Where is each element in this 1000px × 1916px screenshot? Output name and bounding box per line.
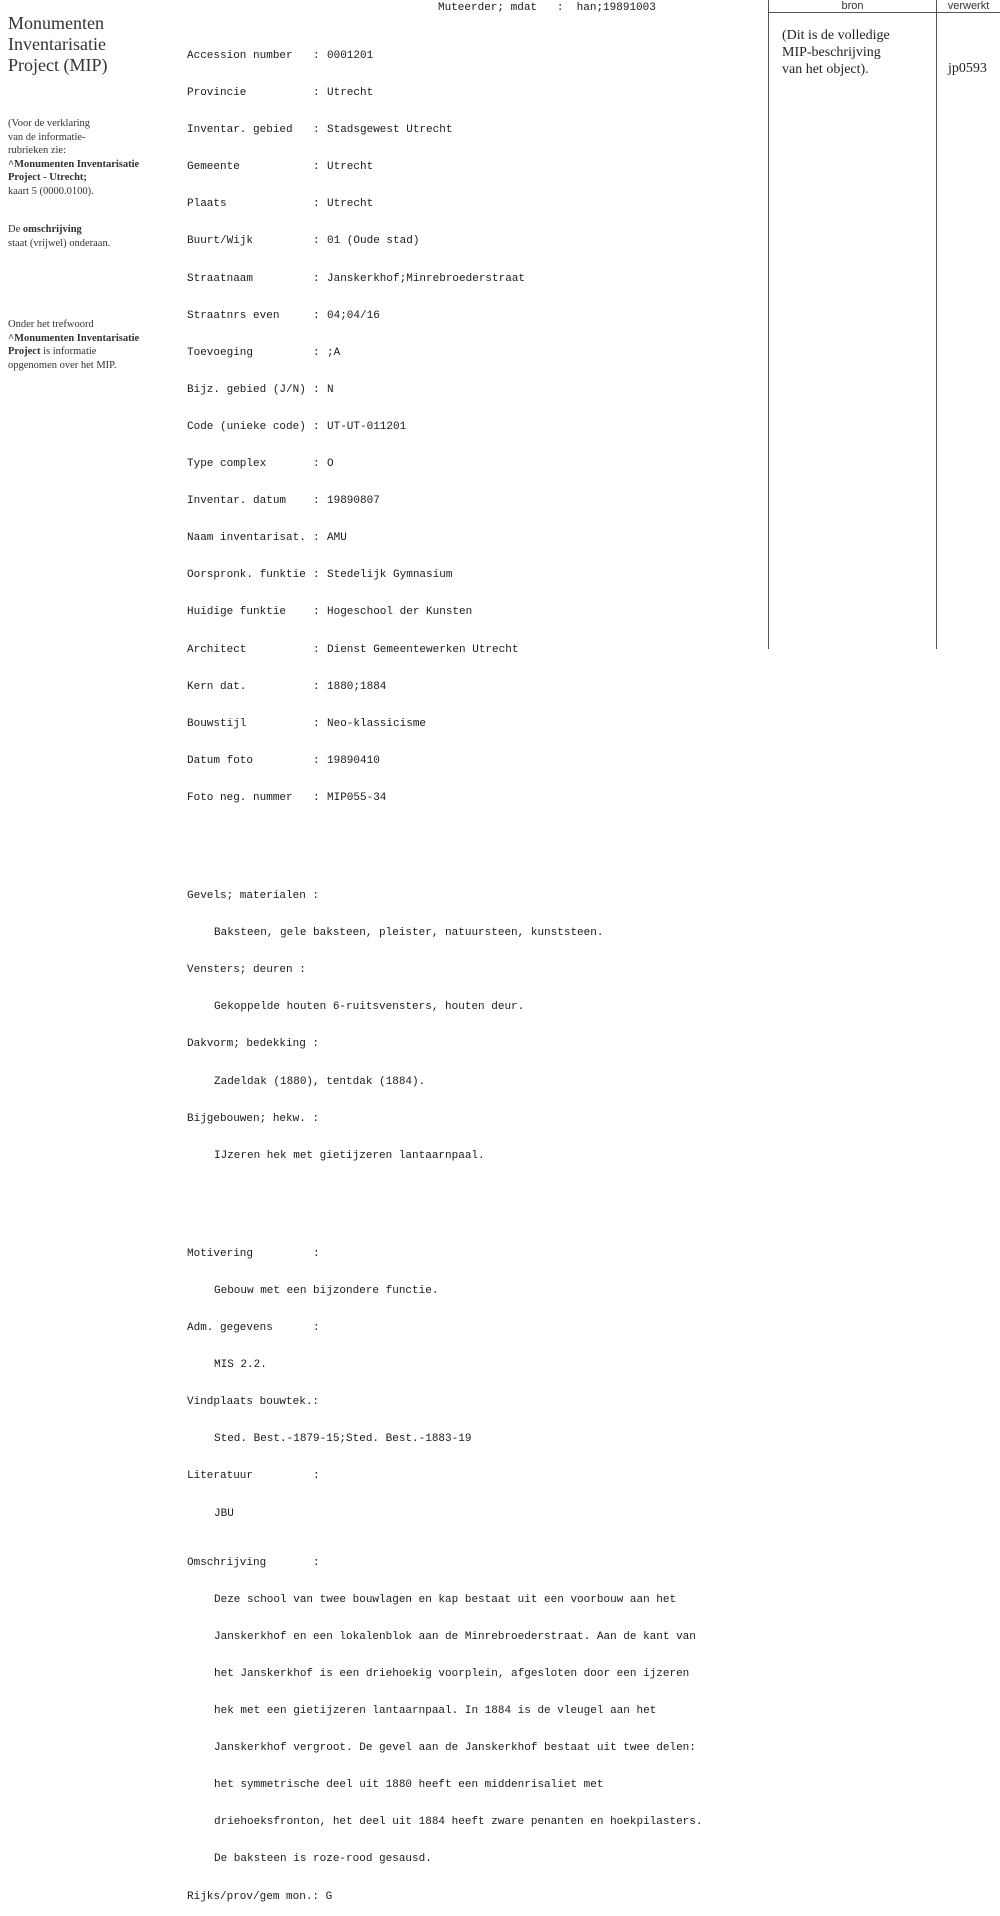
bron-line: MIP-beschrijving: [782, 45, 881, 60]
field-label: Code (unieke code): [187, 420, 306, 433]
section-label: Vensters; deuren :: [187, 964, 306, 977]
field-label: Straatnrs even: [187, 309, 280, 322]
record-field: Inventar. gebied : Stadsgewest Utrecht: [187, 124, 453, 137]
record-field: Naam inventarisat. : AMU: [187, 532, 347, 545]
omschrijving-line: Janskerkhof en een lokalenblok aan de Minrebroederstraat. Aan de kant van: [214, 1630, 696, 1643]
header-rule: [768, 12, 1000, 13]
note-line: rubrieken zie:: [8, 145, 67, 156]
section-label: Gevels; materialen :: [187, 890, 320, 903]
field-label: Inventar. gebied: [187, 124, 293, 137]
field-value: MIP055-34: [327, 791, 387, 804]
note-line: staat (vrijwel) onderaan.: [8, 237, 111, 249]
section-label: Literatuur: [187, 1470, 254, 1483]
sidebar-title-line: Project (MIP): [8, 55, 108, 75]
field-label: Oorspronk. funktie: [187, 569, 306, 582]
section-label-row: Omschrijving :: [187, 1556, 320, 1569]
section-label-row: Adm. gegevens :: [187, 1322, 320, 1335]
section-value: Gekoppelde houten 6-ruitsvensters, houten deur.: [214, 1001, 525, 1014]
omschrijving-line: het symmetrische deel uit 1880 heeft een middenrisaliet met: [214, 1779, 604, 1792]
mip-record: [187, 2, 747, 1916]
field-label: Provincie: [187, 87, 247, 100]
rijks-mon-line: Rijks/prov/gem mon.: G: [187, 1890, 333, 1903]
field-value: 0001201: [327, 50, 374, 62]
field-label: Bouwstijl: [187, 717, 247, 730]
field-value: Utrecht: [327, 161, 374, 174]
note-line: (Voor de verklaring: [8, 118, 91, 129]
field-value: 19890807: [327, 495, 380, 508]
column-divider-left: [768, 0, 769, 649]
record-field: Bouwstijl : Neo-klassicisme: [187, 717, 427, 730]
field-label: Huidige funktie: [187, 606, 287, 619]
record-field: Straatnrs even : 04;04/16: [187, 309, 380, 322]
section-value: MIS 2.2.: [214, 1359, 267, 1372]
section-value: Gebouw met een bijzondere functie.: [214, 1285, 439, 1297]
section-label: Vindplaats bouwtek.:: [187, 1396, 320, 1409]
column-divider-middle: [936, 0, 937, 649]
omschrijving-line: het Janskerkhof is een driehoekig voorplein, afgesloten door een ijzeren: [214, 1667, 690, 1680]
sidebar-title-line: Monumenten: [8, 13, 104, 33]
note-bold-line: Project - Utrecht;: [8, 172, 87, 183]
field-value: Dienst Gemeentewerken Utrecht: [327, 643, 519, 656]
omschrijving-line: De baksteen is roze-rood gesausd.: [214, 1853, 432, 1866]
record-field: Buurt/Wijk : 01 (Oude stad): [187, 235, 420, 248]
field-label: Kern dat.: [187, 680, 247, 693]
field-value: UT-UT-011201: [327, 420, 407, 433]
record-field: Datum foto : 19890410: [187, 754, 380, 767]
record-field: Inventar. datum : 19890807: [187, 495, 380, 508]
section-value: IJzeren hek met gietijzeren lantaarnpaal.: [214, 1149, 485, 1162]
section-label-row: Literatuur :: [187, 1470, 320, 1483]
field-label: Plaats: [187, 198, 227, 211]
note-text: De: [8, 224, 23, 235]
note-bold: omschrijving: [22, 224, 82, 235]
bron-line: (Dit is de volledige: [782, 28, 890, 43]
note-bold: Project: [8, 346, 41, 357]
field-label: Foto neg. nummer: [187, 791, 293, 804]
verwerkt-code: jp0593: [948, 61, 987, 76]
record-field: Huidige funktie : Hogeschool der Kunsten: [187, 606, 473, 619]
field-value: 19890410: [327, 754, 380, 767]
note-bold-line: ^Monumenten Inventarisatie: [8, 158, 140, 170]
field-value: 01 (Oude stad): [327, 235, 420, 248]
record-field: Gemeente : Utrecht: [187, 161, 374, 174]
sidebar-note-omschrijving: [8, 223, 168, 250]
section-label: Dakvorm; bedekking :: [187, 1038, 320, 1051]
field-label: Type complex: [187, 458, 267, 471]
field-value: 04;04/16: [327, 309, 380, 322]
field-value: Janskerkhof;Minrebroederstraat: [327, 272, 526, 285]
record-field: Accession number : 0001201: [187, 50, 374, 62]
field-label: Datum foto: [187, 754, 254, 767]
bron-note: [782, 27, 932, 78]
record-field: Architect : Dienst Gemeentewerken Utrecht: [187, 643, 519, 656]
field-label: Accession number: [187, 50, 293, 62]
section-value: Sted. Best.-1879-15;Sted. Best.-1883-19: [214, 1433, 472, 1446]
note-line: kaart 5 (0000.0100).: [8, 185, 94, 197]
mutation-value: han;19891003: [576, 2, 656, 14]
record-field: Foto neg. nummer : MIP055-34: [187, 791, 387, 804]
section-label: Bijgebouwen; hekw. :: [187, 1112, 320, 1125]
section-value: JBU: [214, 1507, 234, 1520]
bron-line: van het object).: [782, 62, 869, 77]
field-value: N: [327, 383, 334, 396]
sidebar-note-explanation: [8, 117, 168, 198]
omschrijving-label: Omschrijving: [187, 1556, 267, 1569]
sidebar-title-line: Inventarisatie: [8, 34, 106, 54]
field-value: Hogeschool der Kunsten: [327, 606, 473, 619]
record-field: Straatnaam : Janskerkhof;Minrebroederstraat: [187, 272, 526, 285]
note-line: opgenomen over het MIP.: [8, 359, 117, 371]
field-label: Bijz. gebied (J/N): [187, 383, 306, 396]
section-value: Baksteen, gele baksteen, pleister, natuursteen, kunststeen.: [214, 927, 604, 940]
omschrijving-line: driehoeksfronton, het deel uit 1884 heeft zware penanten en hoekpilasters.: [214, 1816, 703, 1829]
verwerkt-header: verwerkt: [947, 0, 990, 12]
note-bold-line: ^Monumenten Inventarisatie: [8, 332, 140, 344]
sidebar-title: [8, 13, 107, 76]
omschrijving-line: hek met een gietijzeren lantaarnpaal. In 1884 is de vleugel aan het: [214, 1705, 657, 1718]
note-text: is informatie: [40, 346, 97, 357]
section-label-row: Motivering :: [187, 1247, 320, 1260]
section-label: Adm. gegevens: [187, 1322, 273, 1335]
record-field: Toevoeging : ;A: [187, 346, 341, 359]
note-line: van de informatie-: [8, 131, 86, 143]
section-label: Motivering: [187, 1247, 254, 1260]
field-value: Neo-klassicisme: [327, 717, 427, 730]
field-label: Inventar. datum: [187, 495, 287, 508]
field-value: Utrecht: [327, 198, 374, 211]
field-value: ;A: [327, 346, 341, 359]
record-field: Plaats : Utrecht: [187, 198, 374, 211]
record-field: Type complex : O: [187, 458, 334, 471]
note-line: Onder het trefwoord: [8, 319, 94, 330]
field-value: 1880;1884: [327, 680, 387, 693]
section-value: Zadeldak (1880), tentdak (1884).: [214, 1075, 426, 1088]
field-label: Architect: [187, 643, 247, 656]
sidebar-note-trefwoord: [8, 318, 168, 372]
field-label: Toevoeging: [187, 346, 254, 359]
record-field: Provincie : Utrecht: [187, 87, 374, 100]
record-field: Oorspronk. funktie : Stedelijk Gymnasium: [187, 569, 453, 582]
field-value: Stedelijk Gymnasium: [327, 569, 453, 582]
field-label: Straatnaam: [187, 272, 254, 285]
mutation-info: Muteerder; mdat : han;19891003: [438, 2, 656, 14]
omschrijving-line: Janskerkhof vergroot. De gevel aan de Janskerkhof bestaat uit twee delen:: [214, 1742, 696, 1755]
omschrijving-line: Deze school van twee bouwlagen en kap bestaat uit een voorbouw aan het: [214, 1593, 677, 1606]
field-value: AMU: [327, 532, 347, 545]
field-label: Gemeente: [187, 161, 240, 174]
field-label: Naam inventarisat.: [187, 532, 306, 545]
bron-header: bron: [841, 0, 864, 12]
field-label: Buurt/Wijk: [187, 235, 254, 248]
record-field: Kern dat. : 1880;1884: [187, 680, 387, 693]
field-value: Stadsgewest Utrecht: [327, 124, 453, 137]
field-value: O: [327, 458, 334, 471]
record-field: Bijz. gebied (J/N) : N: [187, 383, 334, 396]
mutation-label: Muteerder; mdat: [438, 2, 538, 14]
record-field: Code (unieke code) : UT-UT-011201: [187, 420, 407, 433]
field-value: Utrecht: [327, 87, 374, 100]
